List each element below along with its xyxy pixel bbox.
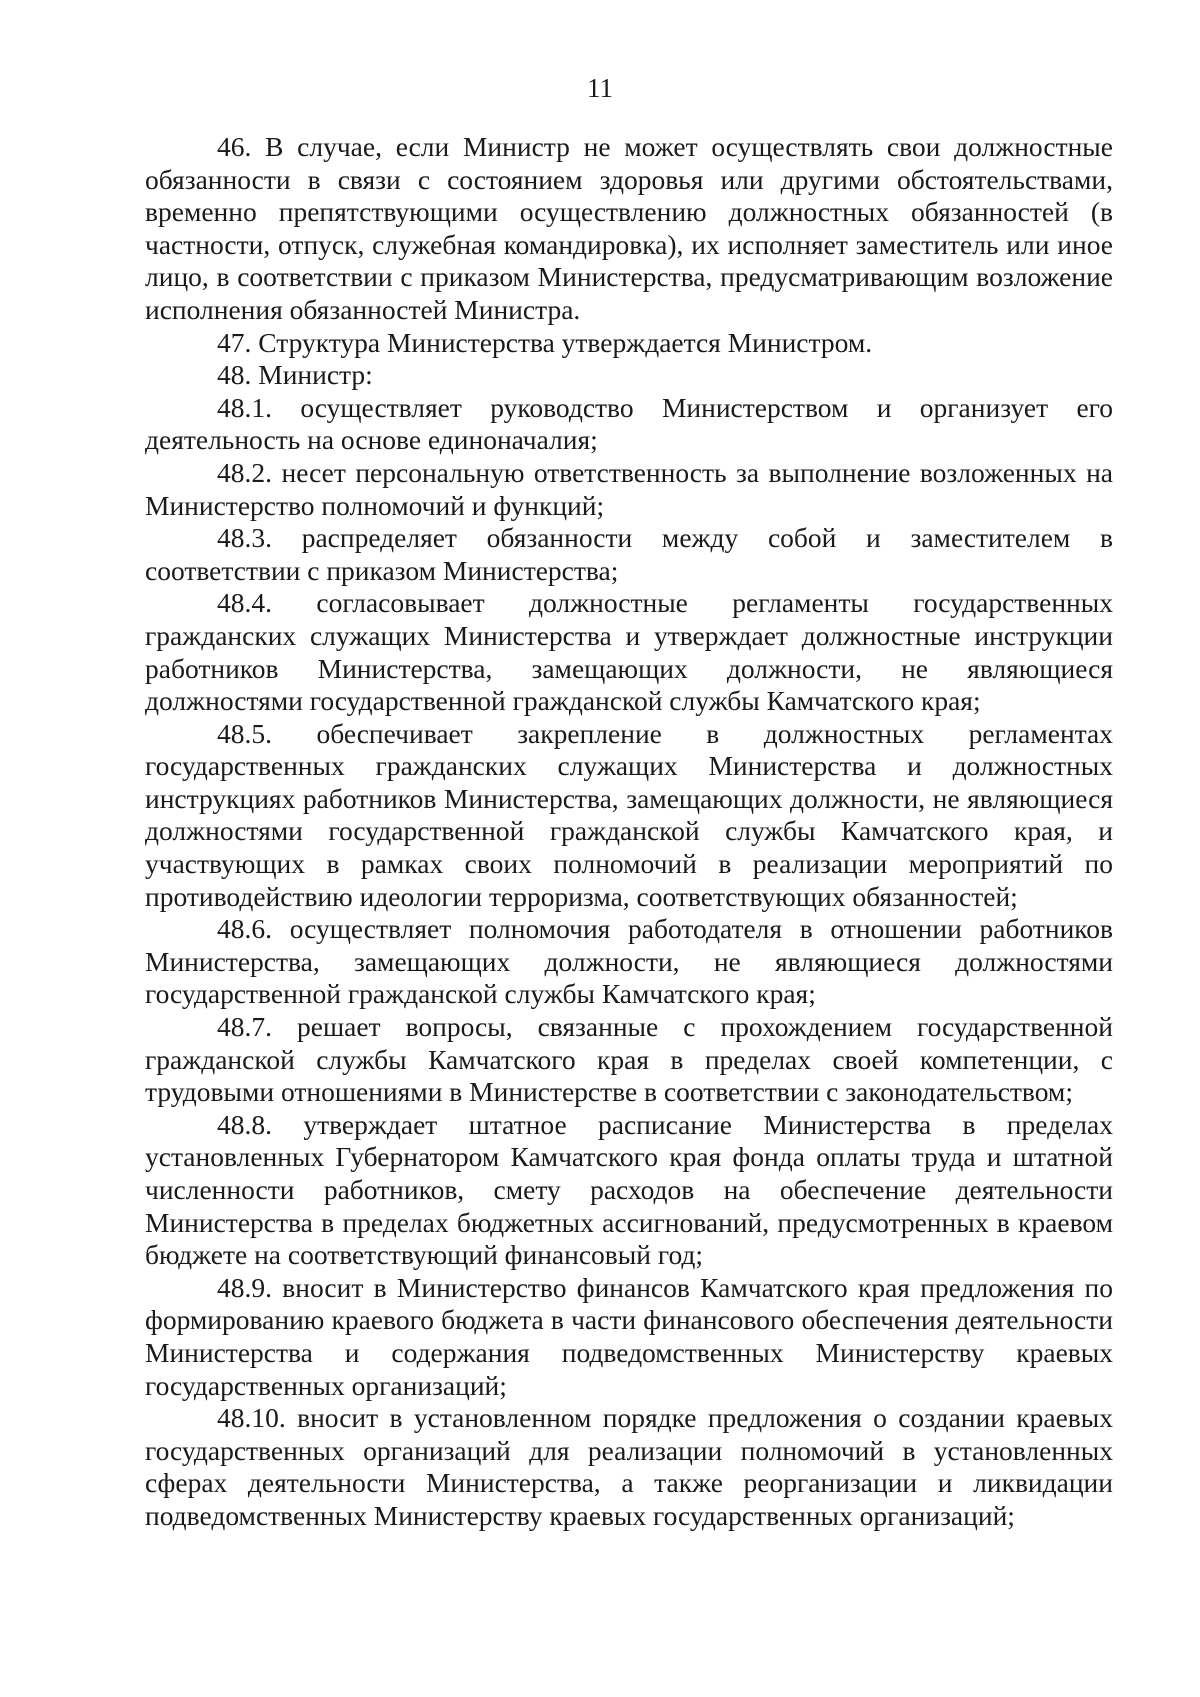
- paragraph-48-5: 48.5. обеспечивает закрепление в должностных регламентах государственных гражданских служащих Министерства и должностных инструкциях работников Министерства, замещающих должности, не являющиеся должностями государственной гражданской службы Камчатского края, и участвующих в рамках своих полномочий в реализации мероприятий по противодействию идеологии терроризма, соответствующих обязанностей;: [145, 717, 1113, 912]
- paragraph-47: 47. Структура Министерства утверждается Министром.: [217, 326, 873, 358]
- paragraph-48-2: 48.2. несет персональную ответственность за выполнение возложенных на Министерство полномочий и функций;: [145, 456, 1113, 521]
- paragraph-48-10: 48.10. вносит в установленном порядке предложения о создании краевых государственных организаций для реализации полномочий в установленных сферах деятельности Министерства, а также реорганизации и ликвидации подведомственных Министерству краевых государственных организаций;: [145, 1402, 1113, 1531]
- document-body: [145, 131, 1113, 1533]
- paragraph-48-6: 48.6. осуществляет полномочия работодателя в отношении работников Министерства, замещающих должности, не являющиеся должностями государственной гражданской службы Камчатского края;: [145, 913, 1113, 1010]
- paragraph-48: 48. Министр:: [217, 359, 373, 391]
- paragraph-48-7: 48.7. решает вопросы, связанные с прохождением государственной гражданской службы Камчатского края в пределах своей компетенции, с трудовыми отношениями в Министерстве в соответствии с законодательством;: [145, 1011, 1113, 1108]
- paragraph-48-4: 48.4. согласовывает должностные регламенты государственных гражданских служащих Министерства и утверждает должностные инструкции работников Министерства, замещающих должности, не являющиеся должностями государственной гражданской службы Камчатского края;: [145, 587, 1113, 717]
- page-number: 11: [587, 73, 613, 103]
- paragraph-48-3: 48.3. распределяет обязанности между собой и заместителем в соответствии с приказом Министерства;: [145, 522, 1113, 586]
- paragraph-48-8: 48.8. утверждает штатное расписание Министерства в пределах установленных Губернатором Камчатского края фонда оплаты труда и штатной численности работников, смету расходов на обеспечение деятельности Министерства в пределах бюджетных ассигнований, предусмотренных в краевом бюджете на соответствующий финансовый год;: [145, 1108, 1113, 1271]
- paragraph-48-9: 48.9. вносит в Министерство финансов Камчатского края предложения по формированию краевого бюджета в части финансового обеспечения деятельности Министерства и содержания подведомственных Министерству краевых государственных организаций;: [145, 1271, 1113, 1401]
- paragraph-48-1: 48.1. осуществляет руководство Министерством и организует его деятельность на основе единоначалия;: [145, 391, 1113, 456]
- paragraph-46: 46. В случае, если Министр не может осуществлять свои должностные обязанности в связи с состоянием здоровья или другими обстоятельствами, временно препятствующими осуществлению должностных обязанностей (в частности, отпуск, служебная командировка), их исполняет заместитель или иное лицо, в соответствии с приказом Министерства, предусматривающим возложение исполнения обязанностей Министра.: [145, 131, 1113, 325]
